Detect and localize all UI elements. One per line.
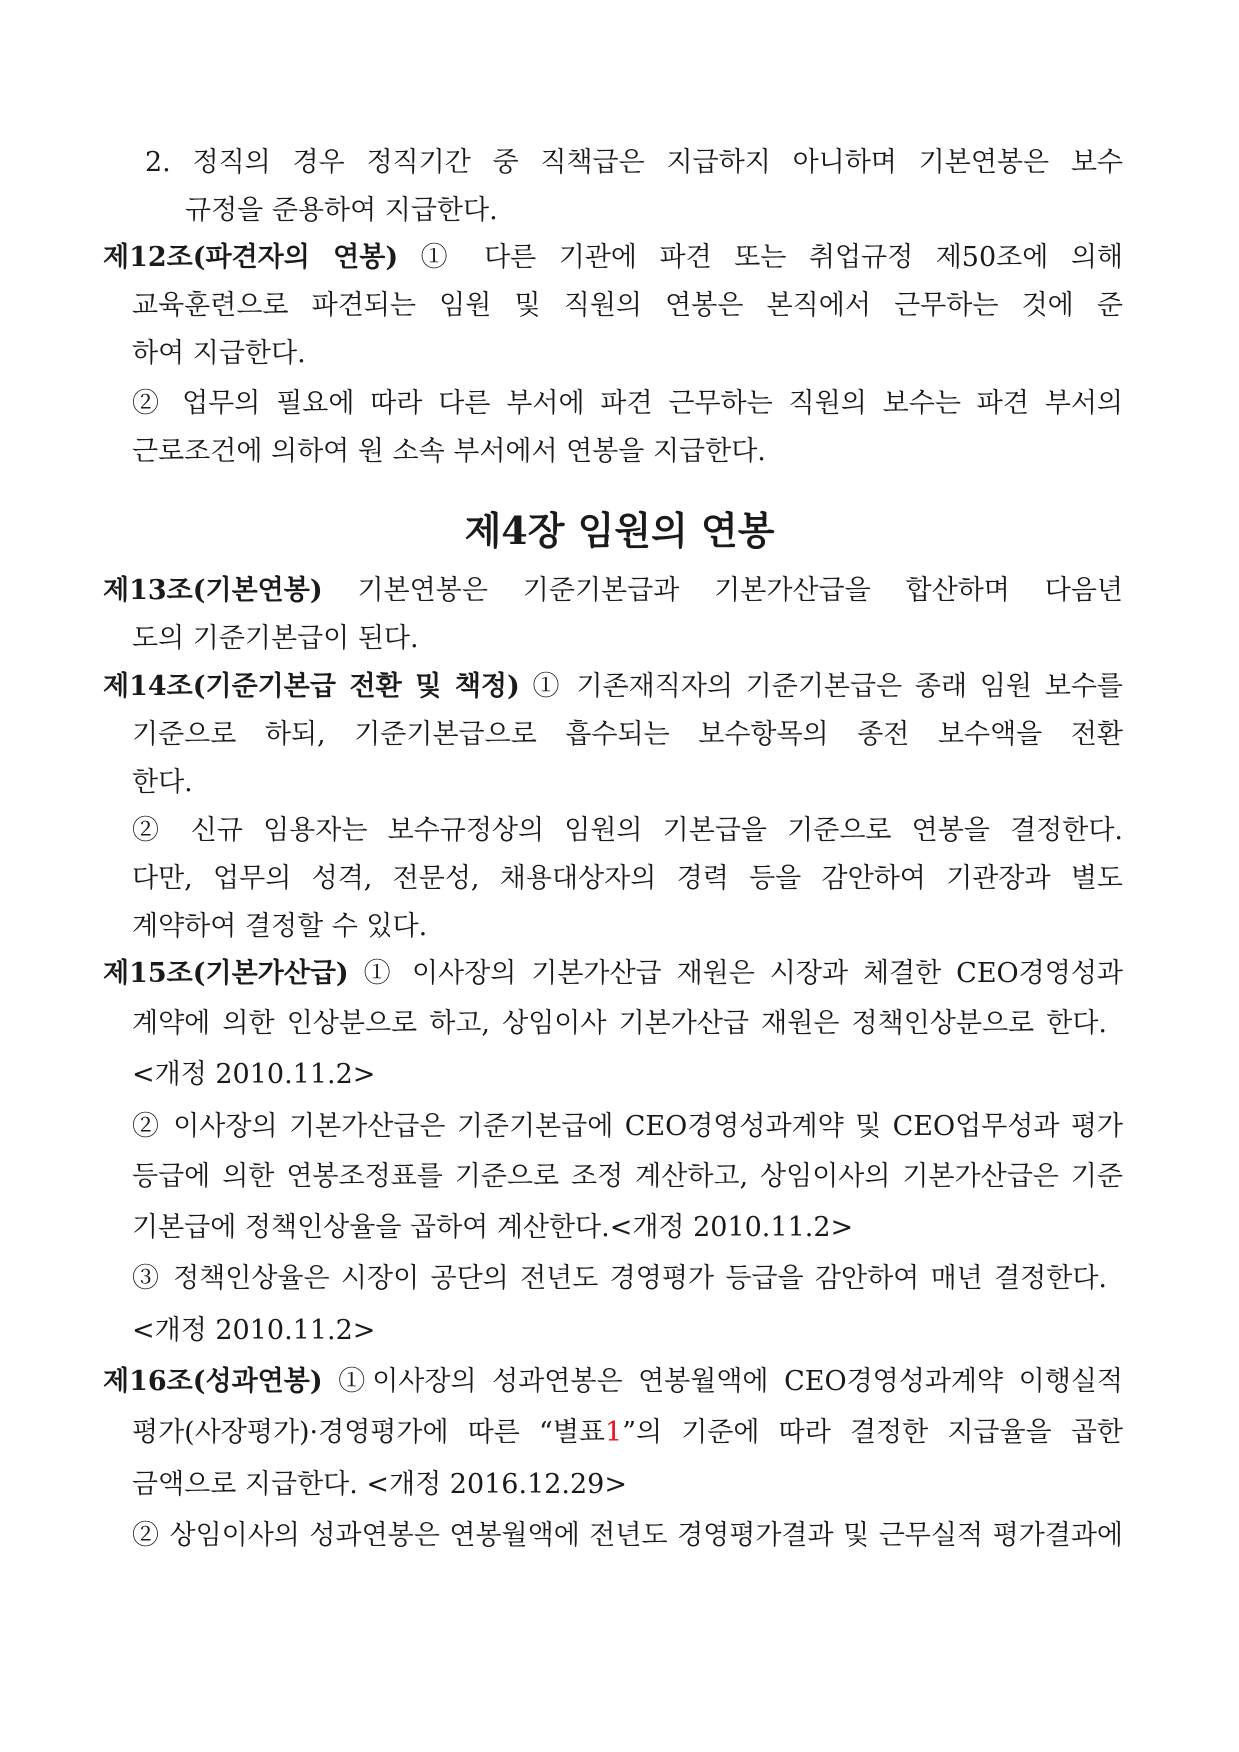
chapter-title: 제4장 임원의 연봉: [464, 508, 775, 553]
text-line: 도의 기준기본급이 된다.: [132, 623, 419, 654]
article-13-line: [103, 574, 1123, 608]
line-text: ”의 기준에 따라 결정한 지급율을 곱한: [622, 1417, 1123, 1448]
text-line: ② 상임이사의 성과연봉은 연봉월액에 전년도 경영평가결과 및 근무실적 평가결과에: [132, 1520, 1123, 1551]
article-heading: 제15조(기본가산급): [103, 958, 349, 989]
text-line: 계약에 의한 인상분으로 하고, 상임이사 기본가산급 재원은 정책인상분으로 한다.: [132, 1008, 1107, 1039]
article-text: ① 이사장의 기본가산급 재원은 시장과 체결한 CEO경영성과: [348, 958, 1123, 989]
table-reference-number: 1: [605, 1417, 623, 1448]
article-heading: 제14조(기준기본급 전환 및 책정): [103, 671, 520, 702]
article-12-line: [103, 241, 1123, 275]
text-line: [132, 1416, 1123, 1450]
text-line: ② 업무의 필요에 따라 다른 부서에 파견 근무하는 직원의 보수는 파견 부서의: [132, 388, 1123, 419]
article-text: ①이사장의 성과연봉은 연봉월액에 CEO경영성과계약 이행실적: [322, 1366, 1123, 1397]
article-heading: 제13조(기본연봉): [103, 575, 323, 606]
text-line: 근로조건에 의하여 원 소속 부서에서 연봉을 지급한다.: [132, 436, 766, 467]
article-15-line: [103, 957, 1123, 991]
text-line: 2. 정직의 경우 정직기간 중 직책급은 지급하지 아니하며 기본연봉은 보수: [145, 147, 1123, 178]
line-text: 평가(사장평가)·경영평가에 따른 “별표: [132, 1417, 605, 1448]
text-line: ② 이사장의 기본가산급은 기준기본급에 CEO경영성과계약 및 CEO업무성과 평가: [132, 1111, 1123, 1142]
article-14-line: [103, 670, 1123, 704]
text-line: 금액으로 지급한다. <개정 2016.12.29>: [132, 1469, 627, 1500]
article-heading: 제12조(파견자의 연봉): [103, 242, 399, 273]
article-16-line: [103, 1365, 1123, 1399]
text-line: 하여 지급한다.: [132, 338, 306, 369]
amendment-note: <개정 2010.11.2>: [132, 1315, 376, 1346]
amendment-note: <개정 2010.11.2>: [132, 1059, 376, 1090]
text-line: 등급에 의한 연봉조정표를 기준으로 조정 계산하고, 상임이사의 기본가산급은 기준: [132, 1161, 1123, 1192]
text-line: 다만, 업무의 성격, 전문성, 채용대상자의 경력 등을 감안하여 기관장과 별도: [132, 863, 1123, 894]
article-text: ① 다른 기관에 파견 또는 취업규정 제50조에 의해: [398, 242, 1123, 273]
text-line: 규정을 준용하여 지급한다.: [185, 195, 498, 226]
text-line: 기본급에 정책인상율을 곱하여 계산한다.<개정 2010.11.2>: [132, 1212, 854, 1243]
text-line: 계약하여 결정할 수 있다.: [132, 911, 428, 942]
article-text: ① 기존재직자의 기준기본급은 종래 임원 보수를: [519, 671, 1123, 702]
text-line: ② 신규 임용자는 보수규정상의 임원의 기본급을 기준으로 연봉을 결정한다.: [132, 815, 1123, 846]
text-line: 기준으로 하되, 기준기본급으로 흡수되는 보수항목의 종전 보수액을 전환: [132, 719, 1123, 750]
article-heading: 제16조(성과연봉): [103, 1366, 323, 1397]
text-line: 교육훈련으로 파견되는 임원 및 직원의 연봉은 본직에서 근무하는 것에 준: [132, 290, 1123, 321]
article-text: 기본연봉은 기준기본급과 기본가산급을 합산하며 다음년: [322, 575, 1123, 606]
text-line: ③ 정책인상율은 시장이 공단의 전년도 경영평가 등급을 감안하여 매년 결정한다.: [132, 1263, 1107, 1294]
text-line: 한다.: [132, 767, 193, 798]
